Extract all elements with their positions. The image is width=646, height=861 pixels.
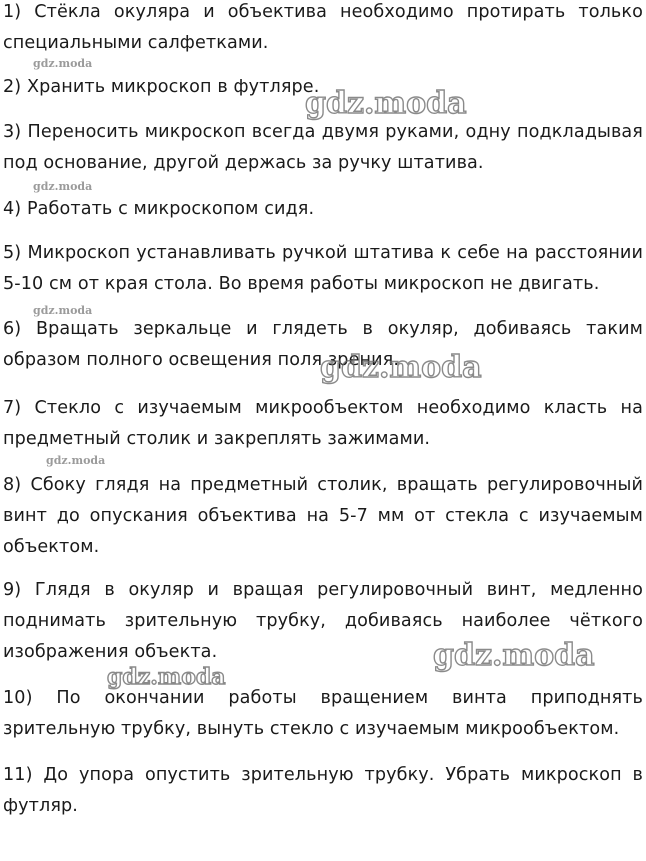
rule-item-10: 10) По окончании работы вращением винта приподнять зрительную трубку, вынуть стекло с изучаемым микрообъектом.	[3, 688, 643, 739]
watermark-large: gdz.moda	[433, 638, 595, 673]
rule-item-9: 9) Глядя в окуляр и вращая регулировочный винт, медленно поднимать зрительную трубку, добиваясь наиболее чёткого изображения объекта.	[3, 580, 643, 662]
rule-item-5: 5) Микроскоп устанавливать ручкой штатива к себе на расстоянии 5-10 см от края стола. Во время работы микроскоп не двигать.	[3, 243, 643, 294]
rule-item-8: 8) Сбоку глядя на предметный столик, вращать регулировочный винт до опускания объектива на 5-7 мм от стекла с изучаемым объектом.	[3, 475, 643, 557]
watermark-small: gdz.moda	[33, 57, 93, 70]
rule-item-11: 11) До упора опустить зрительную трубку. Убрать микроскоп в футляр.	[3, 765, 643, 816]
watermark-small: gdz.moda	[33, 304, 93, 317]
watermark-large: gdz.moda	[320, 350, 482, 385]
rule-item-4: 4) Работать с микроскопом сидя.	[3, 199, 315, 219]
rule-item-1: 1) Стёкла окуляра и объектива необходимо протирать только специальными салфетками.	[3, 2, 643, 53]
watermark-large: gdz.moda	[107, 664, 226, 690]
watermark-small: gdz.moda	[33, 180, 93, 193]
watermark-large: gdz.moda	[305, 86, 467, 121]
watermark-small: gdz.moda	[46, 454, 106, 467]
rule-item-7: 7) Стекло с изучаемым микрообъектом необходимо класть на предметный столик и закреплять зажимами.	[3, 398, 643, 449]
rule-item-3: 3) Переносить микроскоп всегда двумя руками, одну подкладывая под основание, другой держась за ручку штатива.	[3, 122, 643, 173]
rule-item-2: 2) Хранить микроскоп в футляре.	[3, 77, 320, 97]
rule-item-6: 6) Вращать зеркальце и глядеть в окуляр, добиваясь таким образом полного освещения поля зрения.	[3, 319, 643, 370]
